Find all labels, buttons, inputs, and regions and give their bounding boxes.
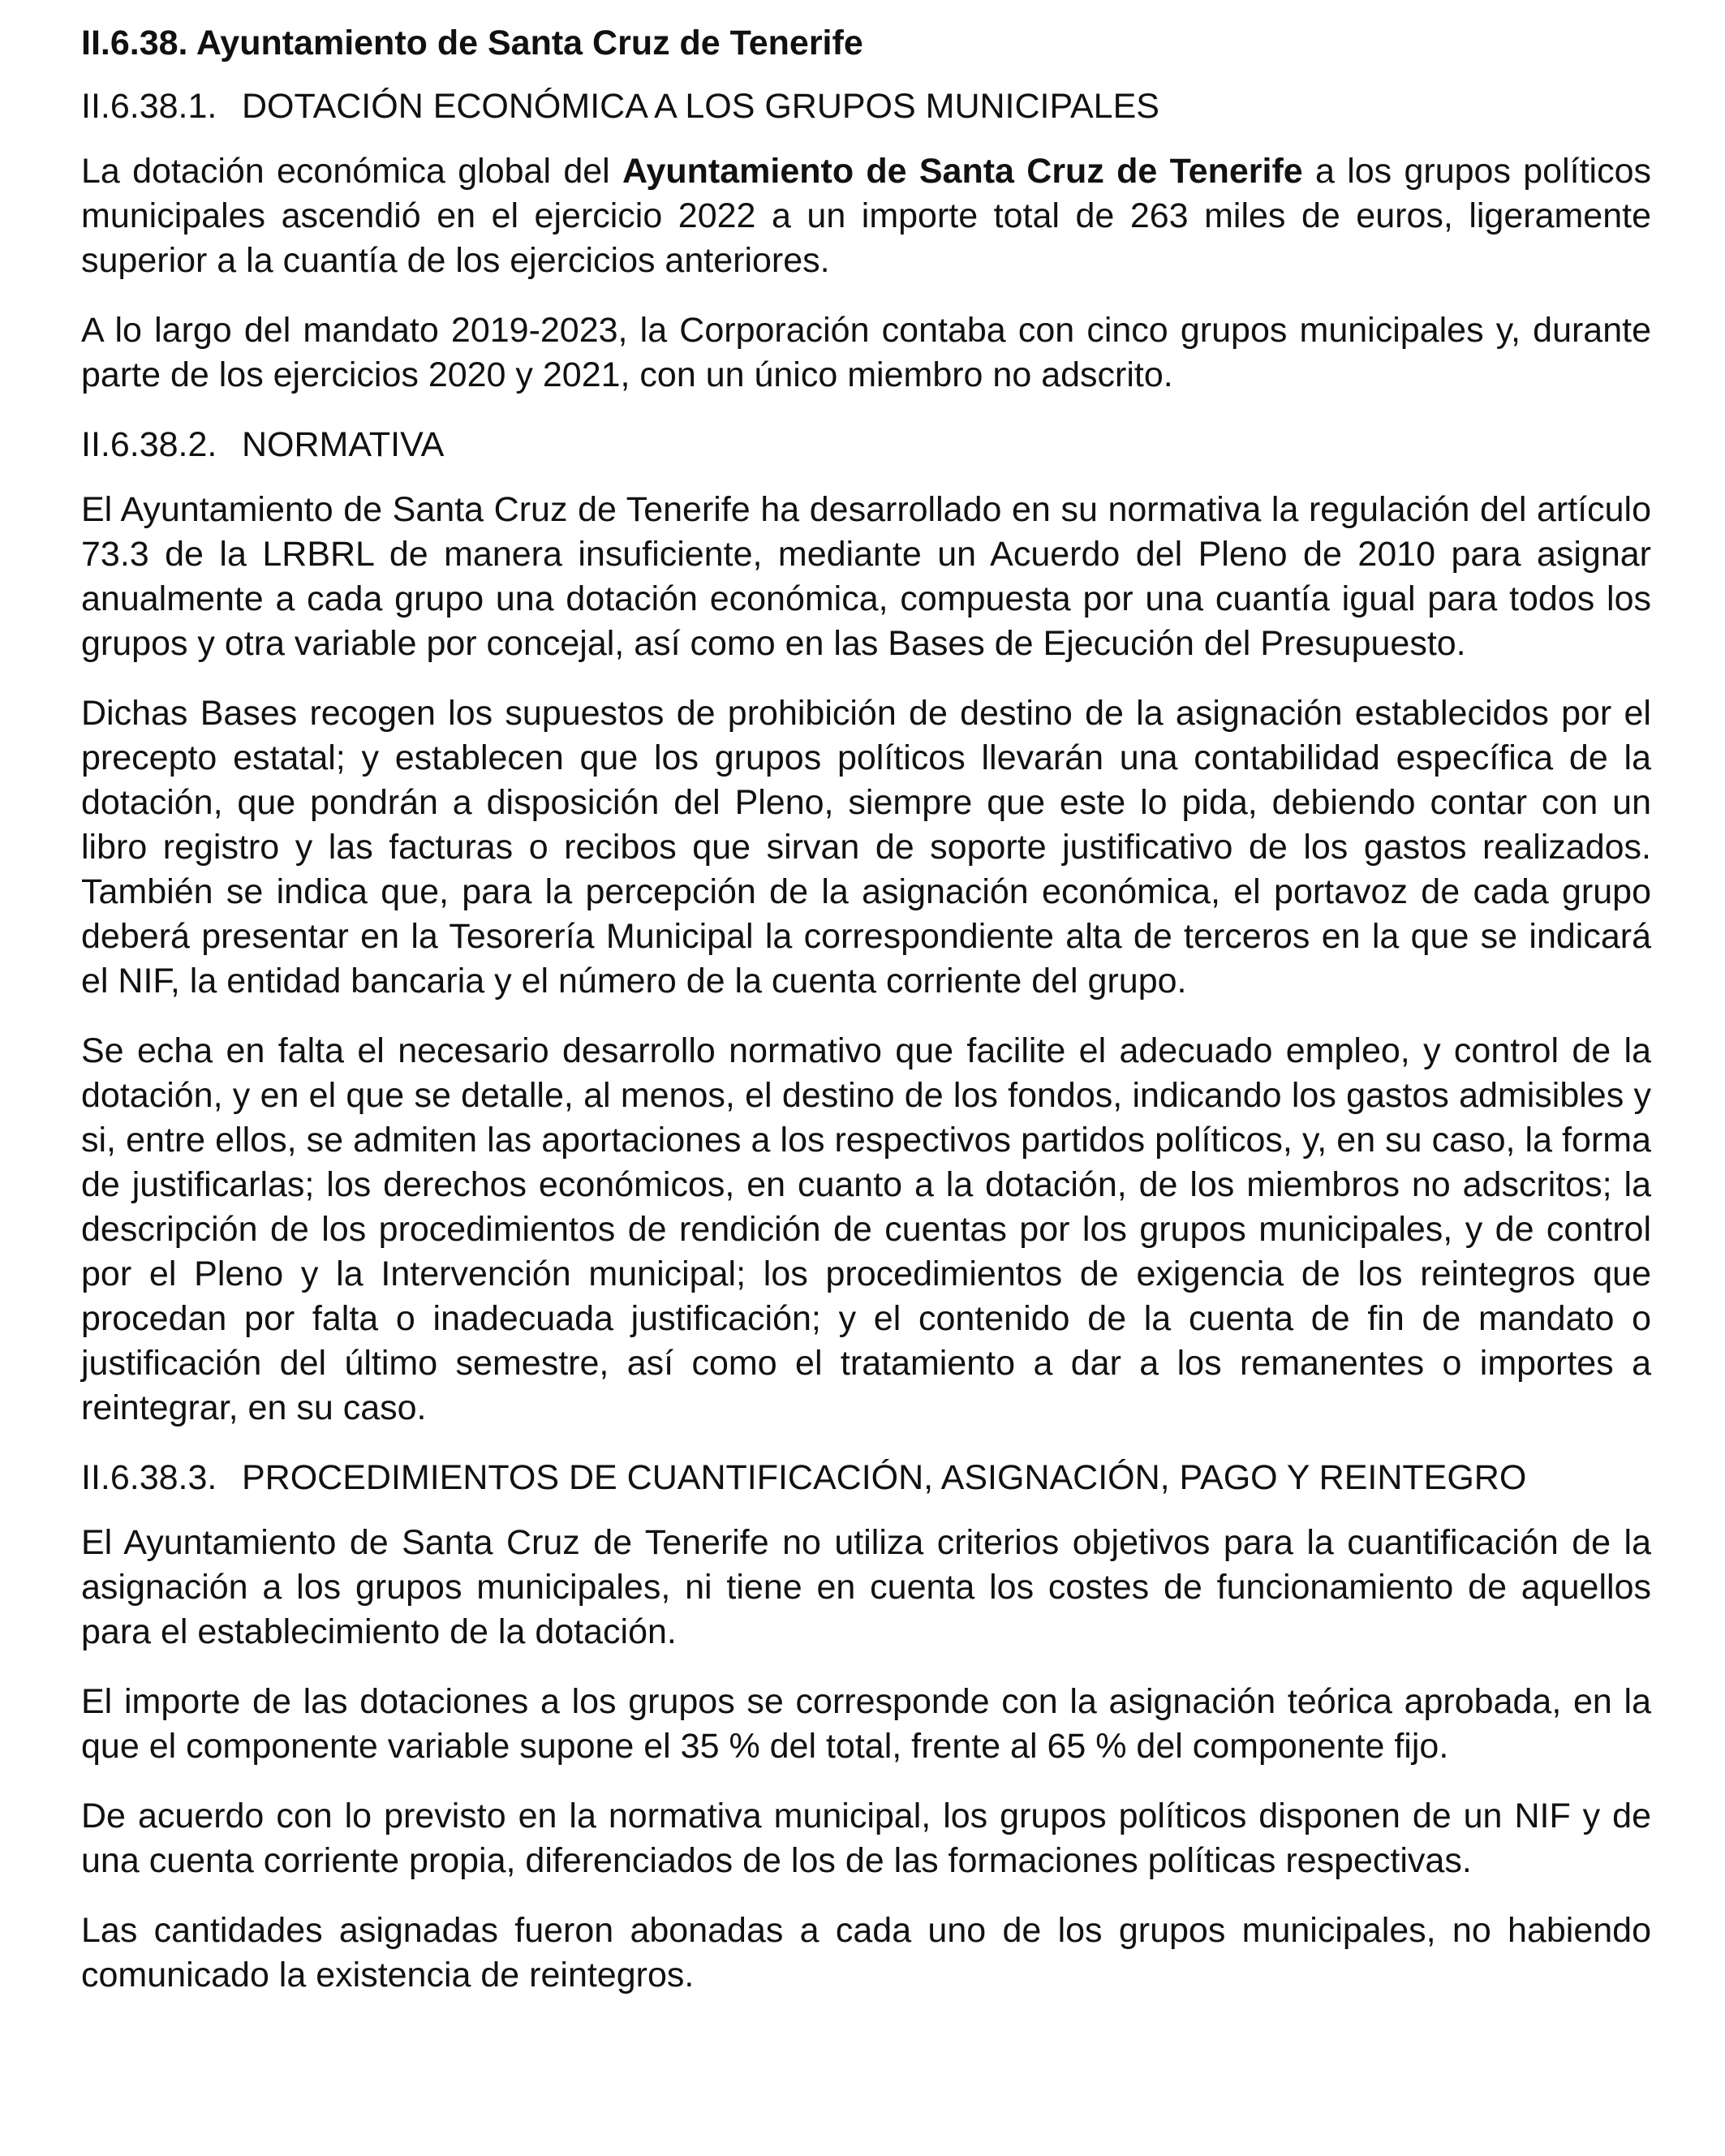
paragraph-text: a los grupos políticos municipales ascendió en el ejercicio 2022 a un importe total de 263 miles de euros, ligeramente superior a la cuantía de los ejercicios anteriores.	[81, 152, 1651, 280]
section-title: NORMATIVA	[242, 425, 445, 464]
paragraph	[81, 149, 1651, 283]
paragraph: Dichas Bases recogen los supuestos de prohibición de destino de la asignación establecidos por el precepto estatal; y establecen que los grupos políticos llevarán una contabilidad específica de la dotación, que pondrán a disposición del Pleno, siempre que este lo pida, debiendo contar con un libro registro y las facturas o recibos que sirvan de soporte justificativo de los gastos realizados. También se indica que, para la percepción de la asignación económica, el portavoz de cada grupo deberá presentar en la Tesorería Municipal la correspondiente alta de terceros en la que se indicará el NIF, la entidad bancaria y el número de la cuenta corriente del grupo.	[81, 694, 1651, 1001]
section-number: II.6.38.1.	[81, 87, 217, 126]
document-title: II.6.38. Ayuntamiento de Santa Cruz de Tenerife	[81, 24, 863, 62]
paragraph: El Ayuntamiento de Santa Cruz de Tenerife no utiliza criterios objetivos para la cuantificación de la asignación a los grupos municipales, ni tiene en cuenta los costes de funcionamiento de aquellos para el establecimiento de la dotación.	[81, 1523, 1651, 1651]
section-heading	[81, 84, 1651, 129]
section-title: PROCEDIMIENTOS DE CUANTIFICACIÓN, ASIGNACIÓN, PAGO Y REINTEGRO	[242, 1458, 1527, 1497]
paragraph: A lo largo del mandato 2019-2023, la Corporación contaba con cinco grupos municipales y, durante parte de los ejercicios 2020 y 2021, con un único miembro no adscrito.	[81, 311, 1651, 394]
section-number: II.6.38.3.	[81, 1458, 217, 1497]
paragraph: De acuerdo con lo previsto en la normativa municipal, los grupos políticos disponen de un NIF y de una cuenta corriente propia, diferenciados de los de las formaciones políticas respectivas.	[81, 1797, 1651, 1880]
section-number: II.6.38.2.	[81, 425, 217, 464]
paragraph-text: La dotación económica global del	[81, 152, 622, 191]
section-title: DOTACIÓN ECONÓMICA A LOS GRUPOS MUNICIPALES	[242, 87, 1159, 126]
document-page	[81, 21, 1651, 2023]
section-heading	[81, 423, 1651, 467]
paragraph: Se echa en falta el necesario desarrollo normativo que facilite el adecuado empleo, y control de la dotación, y en el que se detalle, al menos, el destino de los fondos, indicando los gastos admisibles y si, entre ellos, se admiten las aportaciones a los respectivos partidos políticos, y, en su caso, la forma de justificarlas; los derechos económicos, en cuanto a la dotación, de los miembros no adscritos; la descripción de los procedimientos de rendición de cuentas por los grupos municipales, y de control por el Pleno y la Intervención municipal; los procedimientos de exigencia de los reintegros que procedan por falta o inadecuada justificación; y el contenido de la cuenta de fin de mandato o justificación del último semestre, así como el tratamiento a dar a los remanentes o importes a reintegrar, en su caso.	[81, 1031, 1651, 1427]
paragraph: El importe de las dotaciones a los grupos se corresponde con la asignación teórica aprobada, en la que el componente variable supone el 35 % del total, frente al 65 % del componente fijo.	[81, 1682, 1651, 1766]
paragraph: El Ayuntamiento de Santa Cruz de Tenerife ha desarrollado en su normativa la regulación del artículo 73.3 de la LRBRL de manera insuficiente, mediante un Acuerdo del Pleno de 2010 para asignar anualmente a cada grupo una dotación económica, compuesta por una cuantía igual para todos los grupos y otra variable por concejal, así como en las Bases de Ejecución del Presupuesto.	[81, 490, 1651, 663]
paragraph: Las cantidades asignadas fueron abonadas a cada uno de los grupos municipales, no habiendo comunicado la existencia de reintegros.	[81, 1911, 1651, 1995]
section-heading	[81, 1456, 1651, 1500]
bold-entity-name: Ayuntamiento de Santa Cruz de Tenerife	[622, 152, 1303, 191]
